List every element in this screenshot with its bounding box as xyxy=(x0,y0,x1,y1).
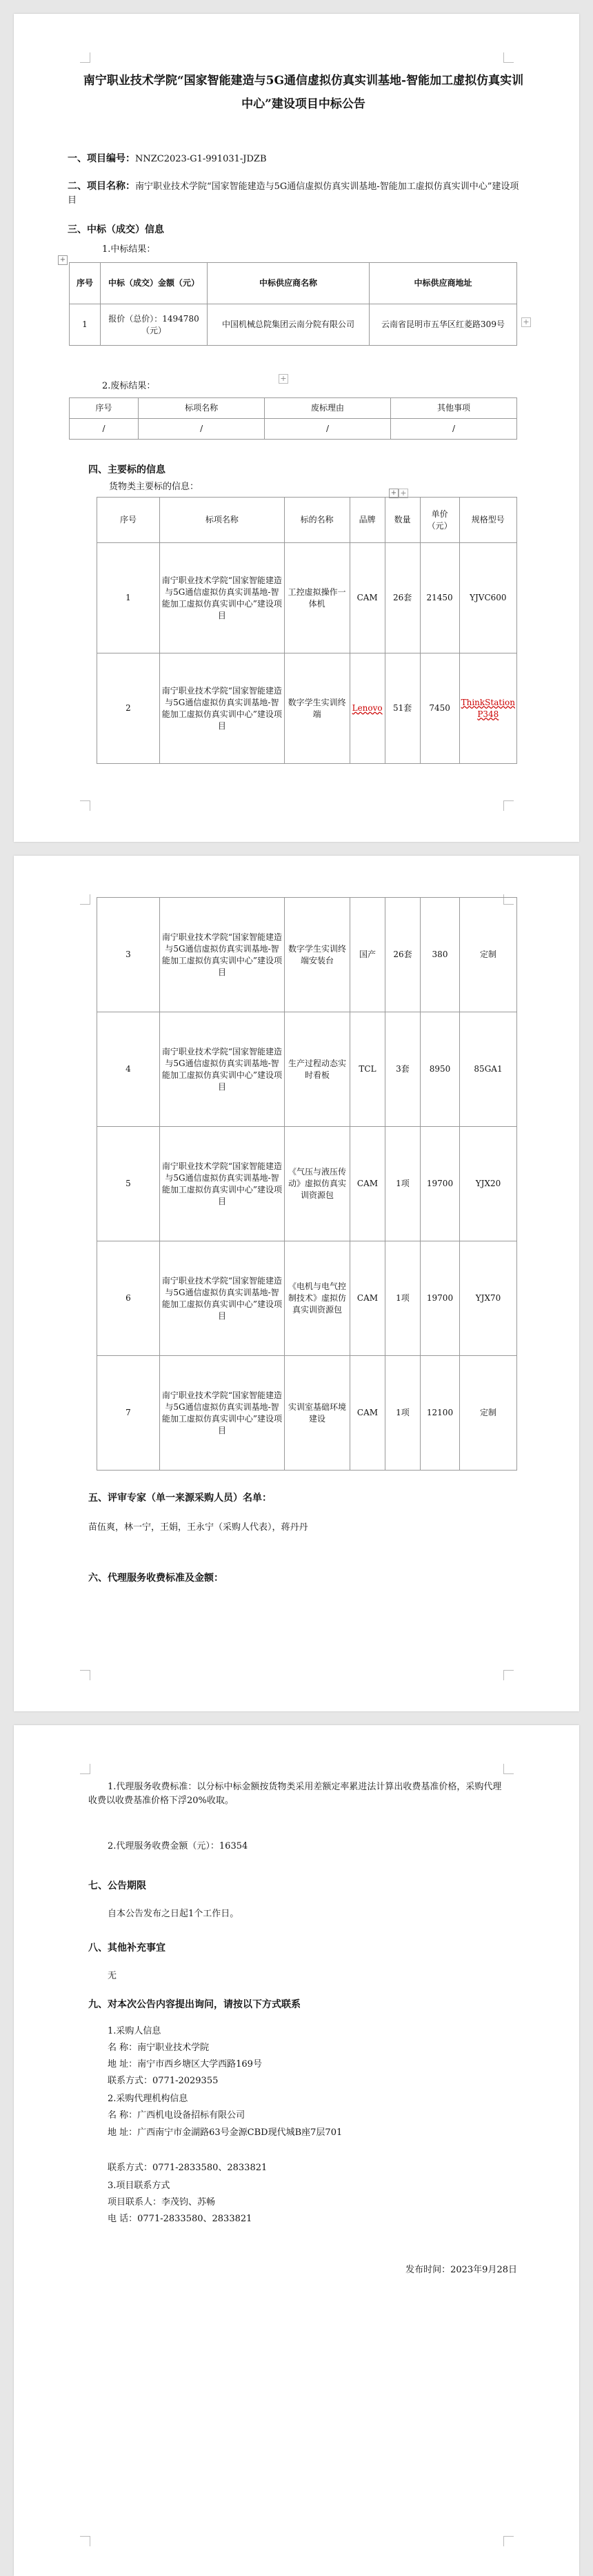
table-row: 6 南宁职业技术学院“国家智能建造与5G通信虚拟仿真实训基地-智能加工虚拟仿真实训中心”建设项目 《电机与电气控制技术》虚拟仿真实训资源包 CAM 1项 19700 YJX70 xyxy=(97,1241,517,1356)
table-row: 序号 标项名称 废标理由 其他事项 xyxy=(70,398,517,419)
table-row: 3 南宁职业技术学院“国家智能建造与5G通信虚拟仿真实训基地-智能加工虚拟仿真实训中心”建设项目 数字学生实训终端安装台 国产 26套 380 定制 xyxy=(97,898,517,1012)
table-row: / / / / xyxy=(70,419,517,440)
goods-info-label: 货物类主要标的信息： xyxy=(109,482,199,492)
purchaser-phone: 联系方式：0771-2029355 xyxy=(108,2076,219,2086)
fee-amount: 2.代理服务收费金额（元）：16354 xyxy=(108,1841,248,1851)
notice-period: 自本公告发布之日起1个工作日。 xyxy=(108,1909,239,1919)
purchaser-address: 地 址：南宁市西乡塘区大学西路169号 xyxy=(108,2059,262,2069)
table-row: 4 南宁职业技术学院“国家智能建造与5G通信虚拟仿真实训基地-智能加工虚拟仿真实训中心”建设项目 生产过程动态实时看板 TCL 3套 8950 85GA1 xyxy=(97,1012,517,1127)
table-row: 1 报价（总价）：1494780（元） 中国机械总院集团云南分院有限公司 云南省昆明市五华区红菱路309号 xyxy=(70,304,517,346)
margin-mark xyxy=(80,894,90,905)
table-row: 序号 中标（成交）金额（元） 中标供应商名称 中标供应商地址 xyxy=(70,263,517,304)
table-row: 序号 标项名称 标的名称 品牌 数量 单价（元） 规格型号 xyxy=(97,498,517,543)
margin-mark xyxy=(80,2536,90,2546)
margin-mark xyxy=(80,52,90,63)
agency-phone: 联系方式：0771-2833580、2833821 xyxy=(108,2163,268,2173)
section-9-heading: 九、对本次公告内容提出询问，请按以下方式联系 xyxy=(88,1999,301,2010)
page-3 xyxy=(14,1725,579,2576)
purchaser-name: 名 称：南宁职业技术学院 xyxy=(108,2043,210,2053)
agency-title: 2.采购代理机构信息 xyxy=(108,2094,188,2104)
page-title: 南宁职业技术学院“国家智能建造与5G通信虚拟仿真实训基地-智能加工虚拟仿真实训中心”建设项目中标公告 xyxy=(83,74,524,111)
fee-standard: 1.代理服务收费标准：以分标中标金额按货物类采用差额定率累进法计算出收费基准价格，采购代理收费以收费基准价格下浮20%收取。 xyxy=(88,1782,502,1806)
margin-mark xyxy=(80,1670,90,1680)
project-contact-phone: 电 话：0771-2833580、2833821 xyxy=(108,2214,252,2224)
section-6-heading: 六、代理服务收费标准及金额： xyxy=(88,1573,223,1584)
win-result-label: 1.中标结果： xyxy=(102,244,156,255)
table-move-handle[interactable]: + xyxy=(389,489,399,498)
margin-mark xyxy=(503,1764,514,1774)
project-contact-title: 3.项目联系方式 xyxy=(108,2181,170,2191)
project-contact-person: 项目联系人：李茂钧、苏畅 xyxy=(108,2197,216,2208)
other-notes: 无 xyxy=(108,1971,117,1981)
agency-name: 名 称：广西机电设备招标有限公司 xyxy=(108,2110,245,2121)
table-row: 2 南宁职业技术学院“国家智能建造与5G通信虚拟仿真实训基地-智能加工虚拟仿真实训中心”建设项目 数字学生实训终端 Lenovo 51套 7450 ThinkStation P348 xyxy=(97,653,517,764)
fail-table xyxy=(69,397,517,440)
margin-mark xyxy=(80,800,90,811)
section-8-heading: 八、其他补充事宜 xyxy=(88,1943,165,1954)
win-table xyxy=(69,262,517,346)
section-7-heading: 七、公告期限 xyxy=(88,1880,146,1891)
margin-mark xyxy=(503,2536,514,2546)
project-number: 一、项目编号：NNZC2023-G1-991031-JDZB xyxy=(68,153,267,164)
page-1 xyxy=(14,14,579,842)
section-5-heading: 五、评审专家（单一来源采购人员）名单： xyxy=(88,1493,272,1504)
margin-mark xyxy=(80,1764,90,1774)
margin-mark xyxy=(503,52,514,63)
margin-mark xyxy=(503,1670,514,1680)
margin-mark xyxy=(503,800,514,811)
purchaser-title: 1.采购人信息 xyxy=(108,2026,161,2036)
goods-table-part-1 xyxy=(97,497,517,764)
goods-table-part-2 xyxy=(97,897,517,1471)
add-column-icon[interactable]: + xyxy=(521,317,531,327)
table-row: 5 南宁职业技术学院“国家智能建造与5G通信虚拟仿真实训基地-智能加工虚拟仿真实训中心”建设项目 《气压与液压传动》虚拟仿真实训资源包 CAM 1项 19700 YJX20 xyxy=(97,1127,517,1241)
add-row-icon[interactable]: + xyxy=(279,374,288,384)
table-move-handle[interactable]: + xyxy=(58,255,68,265)
project-name: 二、项目名称：南宁职业技术学院“国家智能建造与5G通信虚拟仿真实训基地-智能加工虚拟仿真实训中心”建设项目 xyxy=(68,181,519,206)
table-row: 1 南宁职业技术学院“国家智能建造与5G通信虚拟仿真实训基地-智能加工虚拟仿真实训中心”建设项目 工控虚拟操作一体机 CAM 26套 21450 YJVC600 xyxy=(97,543,517,653)
table-row: 7 南宁职业技术学院“国家智能建造与5G通信虚拟仿真实训基地-智能加工虚拟仿真实训中心”建设项目 实训室基础环境建设 CAM 1项 12100 定制 xyxy=(97,1356,517,1471)
add-column-icon[interactable]: + xyxy=(399,489,408,498)
expert-names: 苗伍爽，林一宁，王娟，王永宁（采购人代表），蒋丹丹 xyxy=(88,1522,308,1533)
page-2 xyxy=(14,856,579,1711)
agency-address: 地 址：广西南宁市金湖路63号金源CBD现代城B座7层701 xyxy=(108,2127,343,2138)
section-4-heading: 四、主要标的信息 xyxy=(88,464,165,475)
section-3-heading: 三、中标（成交）信息 xyxy=(68,224,164,235)
publish-date: 发布时间：2023年9月28日 xyxy=(405,2265,517,2275)
fail-result-label: 2.废标结果： xyxy=(102,381,156,391)
